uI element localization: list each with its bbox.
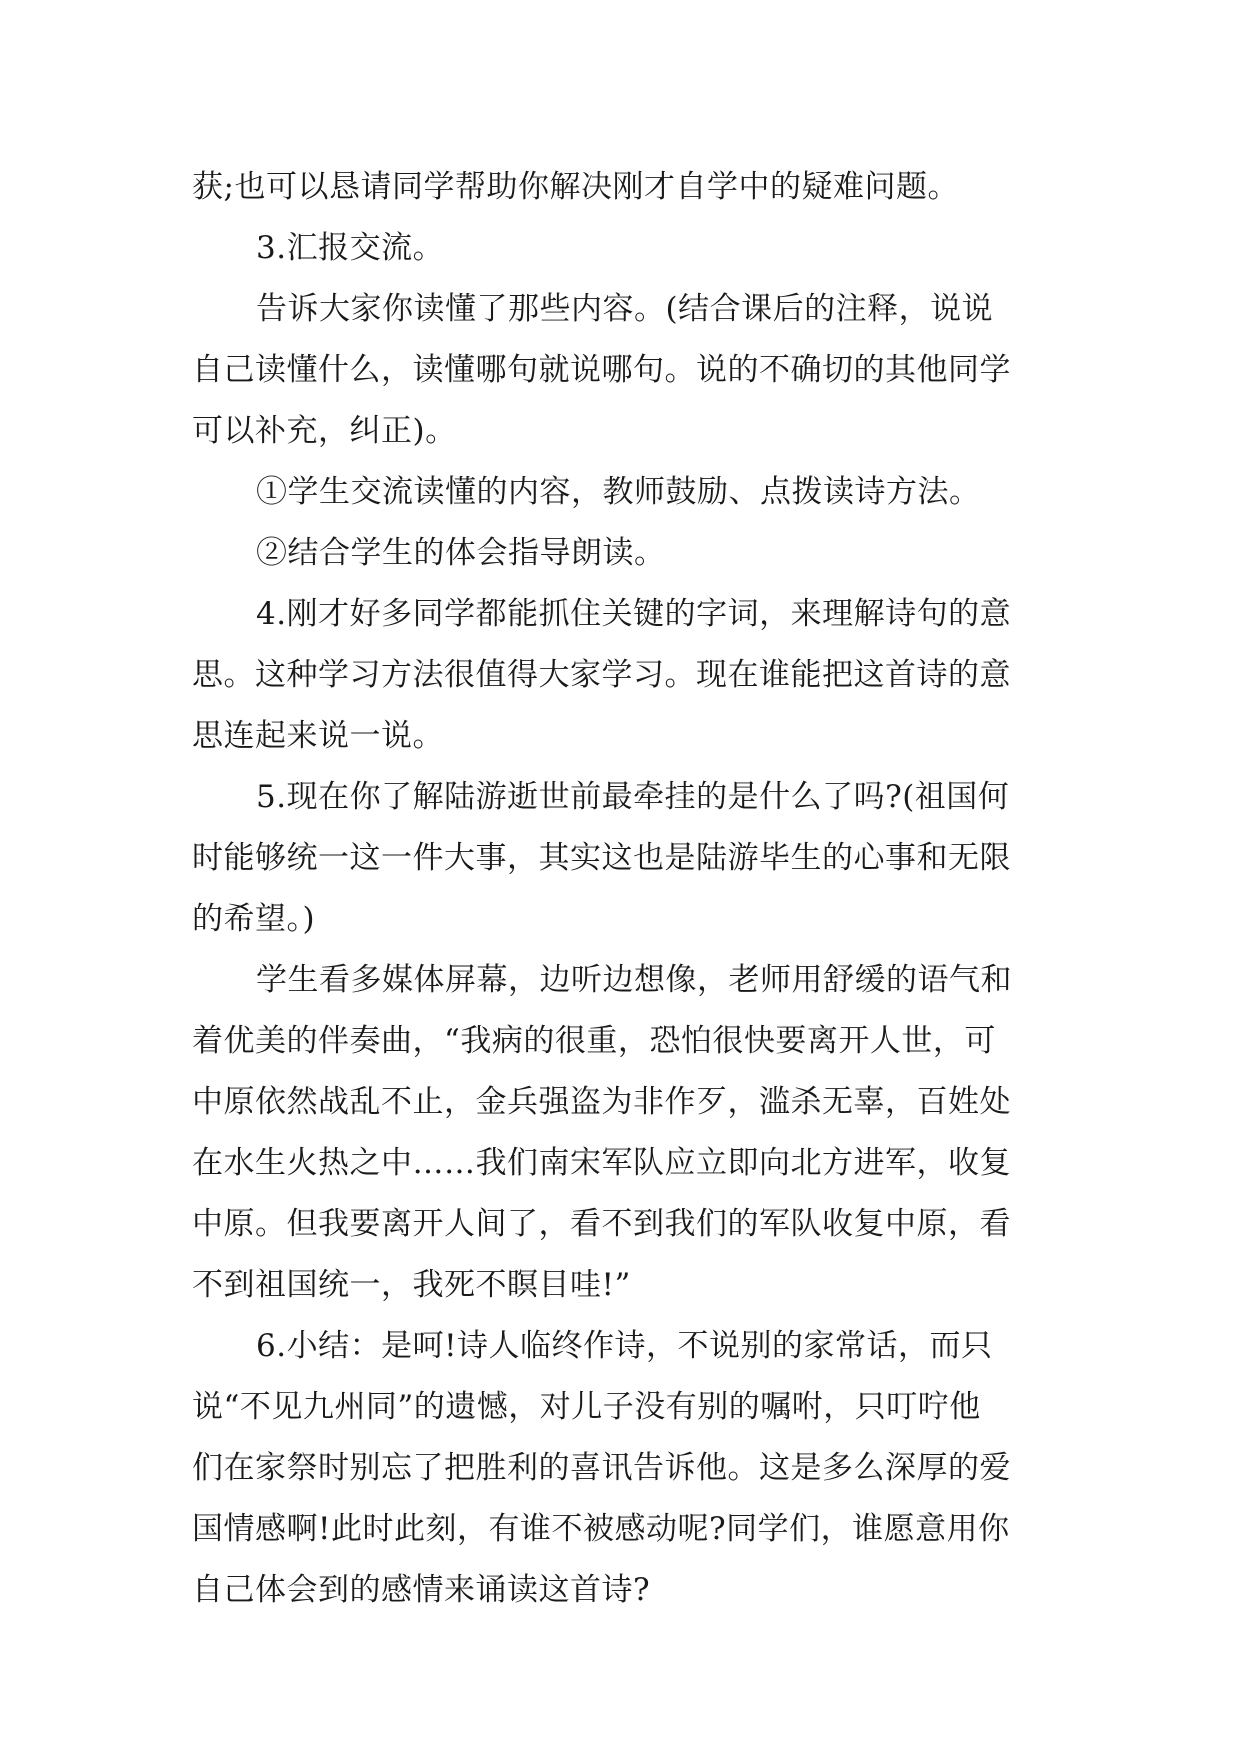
document-body (192, 157, 1060, 1621)
text-line: 获;也可以恳请同学帮助你解决刚才自学中的疑难问题。 (192, 169, 959, 205)
text-line: 在水生火热之中……我们南宋军队应立即向北方进军，收复 (192, 1145, 1011, 1181)
text-line: 不到祖国统一，我死不瞑目哇!” (192, 1267, 631, 1303)
text-line: 思连起来说一说。 (192, 718, 444, 754)
text-line: 6.小结：是呵!诗人临终作诗，不说别的家常话，而只 (256, 1328, 993, 1364)
text-line: 自己读懂什么，读懂哪句就说哪句。说的不确切的其他同学 (192, 352, 1011, 388)
text-line: 着优美的伴奏曲，“我病的很重，恐怕很快要离开人世，可 (192, 1023, 996, 1059)
text-line: 时能够统一这一件大事，其实这也是陆游毕生的心事和无限 (192, 840, 1011, 876)
text-line: 学生看多媒体屏幕，边听边想像，老师用舒缓的语气和 (256, 962, 1012, 998)
text-line: 自己体会到的感情来诵读这首诗? (192, 1572, 651, 1608)
text-line: 可以补充，纠正)。 (192, 413, 457, 449)
text-line: ②结合学生的体会指导朗读。 (256, 535, 666, 571)
text-line: 中原依然战乱不止，金兵强盗为非作歹，滥杀无辜，百姓处 (192, 1084, 1011, 1120)
text-line: 说“不见九州同”的遗憾，对儿子没有别的嘱咐，只叮咛他 (192, 1389, 981, 1425)
text-line: 5.现在你了解陆游逝世前最牵挂的是什么了吗?(祖国何 (256, 779, 1010, 815)
text-line: 中原。但我要离开人间了，看不到我们的军队收复中原，看 (192, 1206, 1011, 1242)
text-line: 4.刚才好多同学都能抓住关键的字词，来理解诗句的意 (256, 596, 1012, 632)
text-line: 思。这种学习方法很值得大家学习。现在谁能把这首诗的意 (192, 657, 1011, 693)
text-line: 的希望。) (192, 901, 316, 937)
text-line: 们在家祭时别忘了把胜利的喜讯告诉他。这是多么深厚的爱 (192, 1450, 1011, 1486)
text-line: 告诉大家你读懂了那些内容。(结合课后的注释，说说 (256, 291, 994, 327)
text-line: 3.汇报交流。 (256, 230, 445, 266)
text-line: 国情感啊!此时此刻，有谁不被感动呢?同学们，谁愿意用你 (192, 1511, 1010, 1547)
text-line: ①学生交流读懂的内容，教师鼓励、点拨读诗方法。 (256, 474, 981, 510)
